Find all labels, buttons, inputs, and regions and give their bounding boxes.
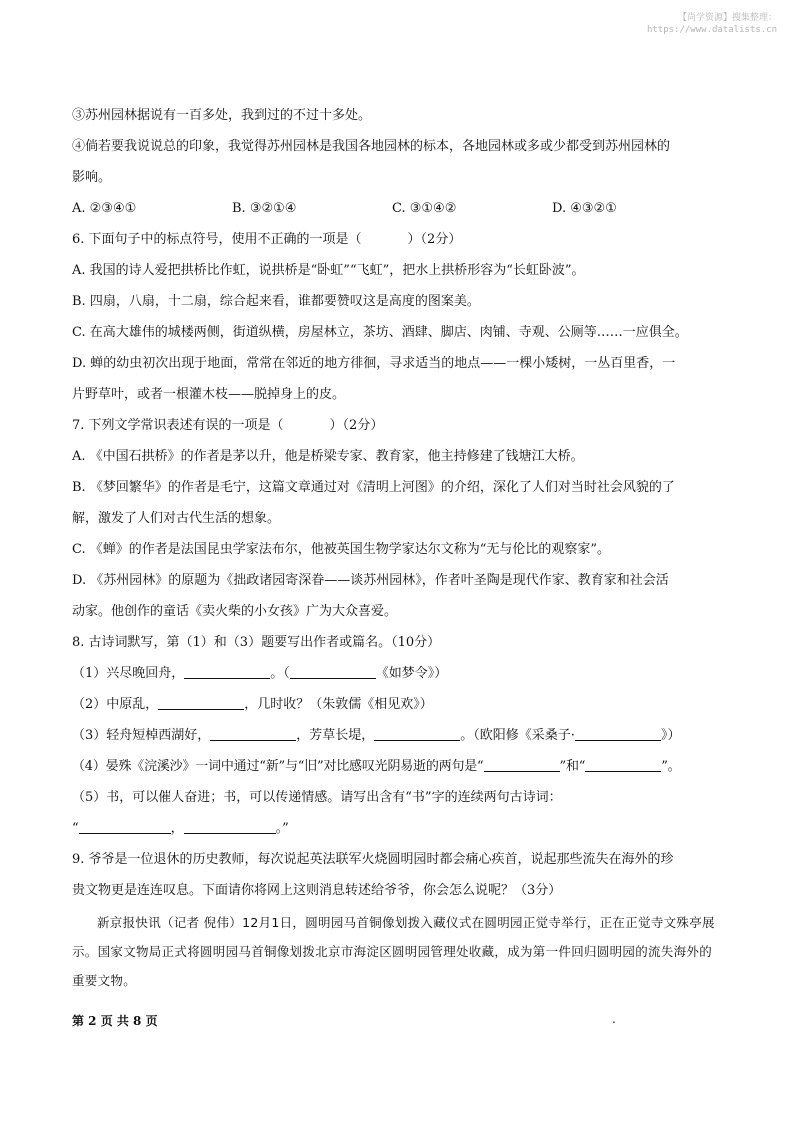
- q8-blank-1-2[interactable]: [290, 664, 376, 679]
- footer-dot: .: [612, 1012, 616, 1026]
- watermark-line-1: 【尚学资源】搜集整理：: [677, 13, 777, 23]
- q7-score: ）（2分）: [329, 418, 384, 433]
- q8-item-2: （2）中原乱， ，几时收？（朱敦儒《相见欢》）: [72, 697, 433, 712]
- q5-sentence-3: ③苏州园林据说有一百多处，我到过的不过十多处。: [72, 108, 372, 123]
- q8-blank-4-2[interactable]: [585, 757, 661, 772]
- q8-item-4: （4）晏殊《浣溪沙》一词中通过“新”与“旧”对比感叹光阴易逝的两句是“ ”和“ ”。: [72, 759, 681, 774]
- q9-stem-part-2: 贵文物更是连连叹息。下面请你将网上这则消息转述给爷爷，你会怎么说呢？（3分）: [72, 883, 562, 898]
- q5-sentence-4-part-2: 影响。: [72, 170, 112, 185]
- q7-stem-text: 7. 下列文学常识表述有误的一项是（: [72, 418, 284, 433]
- q6-option-c: C. 在高大雄伟的城楼两侧，街道纵横，房屋林立，茶坊、酒肆、脚店、肉铺、寺观、公厕等……一应俱全。: [72, 325, 688, 340]
- q6-stem-text: 6. 下面句子中的标点符号，使用不正确的一项是（: [72, 232, 362, 247]
- q8-blank-3-2[interactable]: [374, 726, 460, 741]
- watermark-line-2: https://www.datalists.cn: [646, 25, 777, 35]
- q8-item-5-answer: “ ， 。”: [72, 821, 289, 836]
- q8-blank-1-1[interactable]: [184, 664, 270, 679]
- q5-sentence-4-part-1: ④倘若要我说说总的印象，我觉得苏州园林是我国各地园林的标本，各地园林或多或少都受到苏州园林的: [72, 139, 671, 154]
- page-number: 第 2 页 共 8 页: [72, 1014, 158, 1028]
- q5-option-a[interactable]: A. ②③④①: [72, 201, 137, 216]
- q9-stem-part-1: 9. 爷爷是一位退休的历史教师，每次说起英法联军火烧圆明园时都会痛心疾首，说起那些流失在海外的珍: [72, 852, 674, 867]
- q7-option-b-part-2: 解，激发了人们对古代生活的想象。: [72, 511, 281, 526]
- q8-blank-3-1[interactable]: [210, 726, 296, 741]
- q8-blank-3-3[interactable]: [575, 726, 661, 741]
- q7-option-d-part-1: D. 《苏州园林》的原题为《拙政诸园寄深眷——谈苏州园林》，作者叶圣陶是现代作家、教育家和社会活: [72, 573, 669, 588]
- q6-option-b: B. 四扇，八扇，十二扇，综合起来看，谁都要赞叹这是高度的图案美。: [72, 294, 480, 309]
- q7-option-d-part-2: 动家。他创作的童话《卖火柴的小女孩》广为大众喜爱。: [72, 604, 398, 619]
- q6-option-a: A. 我国的诗人爱把拱桥比作虹，说拱桥是“卧虹”“飞虹”，把水上拱桥形容为“长虹卧波”。: [72, 263, 585, 278]
- q5-option-c[interactable]: C. ③①④②: [392, 201, 457, 216]
- q8-item-3: （3）轻舟短棹西湖好， ，芳草长堤， 。（欧阳修《采桑子· 》）: [72, 728, 681, 743]
- q7-stem: [72, 410, 722, 441]
- q7-option-b-part-1: B. 《梦回繁华》的作者是毛宁，这篇文章通过对《清明上河图》的介绍，深化了人们对当时社会风貌的了: [72, 480, 675, 495]
- q5-option-b[interactable]: B. ③②①④: [232, 201, 297, 216]
- q6-score: ）（2分）: [407, 232, 462, 247]
- q6-option-d-part-2: 片野草叶，或者一根灌木枝——脱掉身上的皮。: [72, 387, 346, 402]
- q8-item-5: （5）书，可以催人奋进；书，可以传递情感。请写出含有“书”字的连续两句古诗词：: [72, 790, 562, 805]
- q8-stem: 8. 古诗词默写，第（1）和（3）题要写出作者或篇名。（10分）: [72, 635, 441, 650]
- page-content: [72, 100, 722, 995]
- q7-option-a: A. 《中国石拱桥》的作者是茅以升，他是桥梁专家、教育家，他主持修建了钱塘江大桥。: [72, 449, 584, 464]
- q9-news-excerpt: 新京报快讯（记者 倪伟）12月1日，圆明园马首铜像划拨入藏仪式在圆明园正觉寺举行，正在正觉寺文殊亭展示。国家文物局正式将圆明园马首铜像划拨北京市海淀区圆明园管理处收藏，成为第一件回归圆明园的流失海外的重要文物。: [72, 915, 715, 988]
- q8-item-1: （1）兴尽晚回舟， 。（ 《如梦令》）: [72, 666, 448, 681]
- q8-blank-2-1[interactable]: [158, 695, 244, 710]
- q6-option-d-part-1: D. 蝉的幼虫初次出现于地面，常常在邻近的地方徘徊，寻求适当的地点——一棵小矮树，一丛百里香，一: [72, 356, 676, 371]
- q8-blank-4-1[interactable]: [484, 757, 560, 772]
- q5-option-d[interactable]: D. ④③②①: [552, 201, 617, 216]
- q7-option-c: C. 《蝉》的作者是法国昆虫学家法布尔，他被英国生物学家达尔文称为“无与伦比的观察家”。: [72, 542, 611, 557]
- q8-blank-5-2[interactable]: [184, 819, 276, 834]
- q5-options: [72, 193, 722, 224]
- q6-stem: [72, 224, 722, 255]
- q8-blank-5-1[interactable]: [79, 819, 171, 834]
- watermark: [597, 12, 777, 36]
